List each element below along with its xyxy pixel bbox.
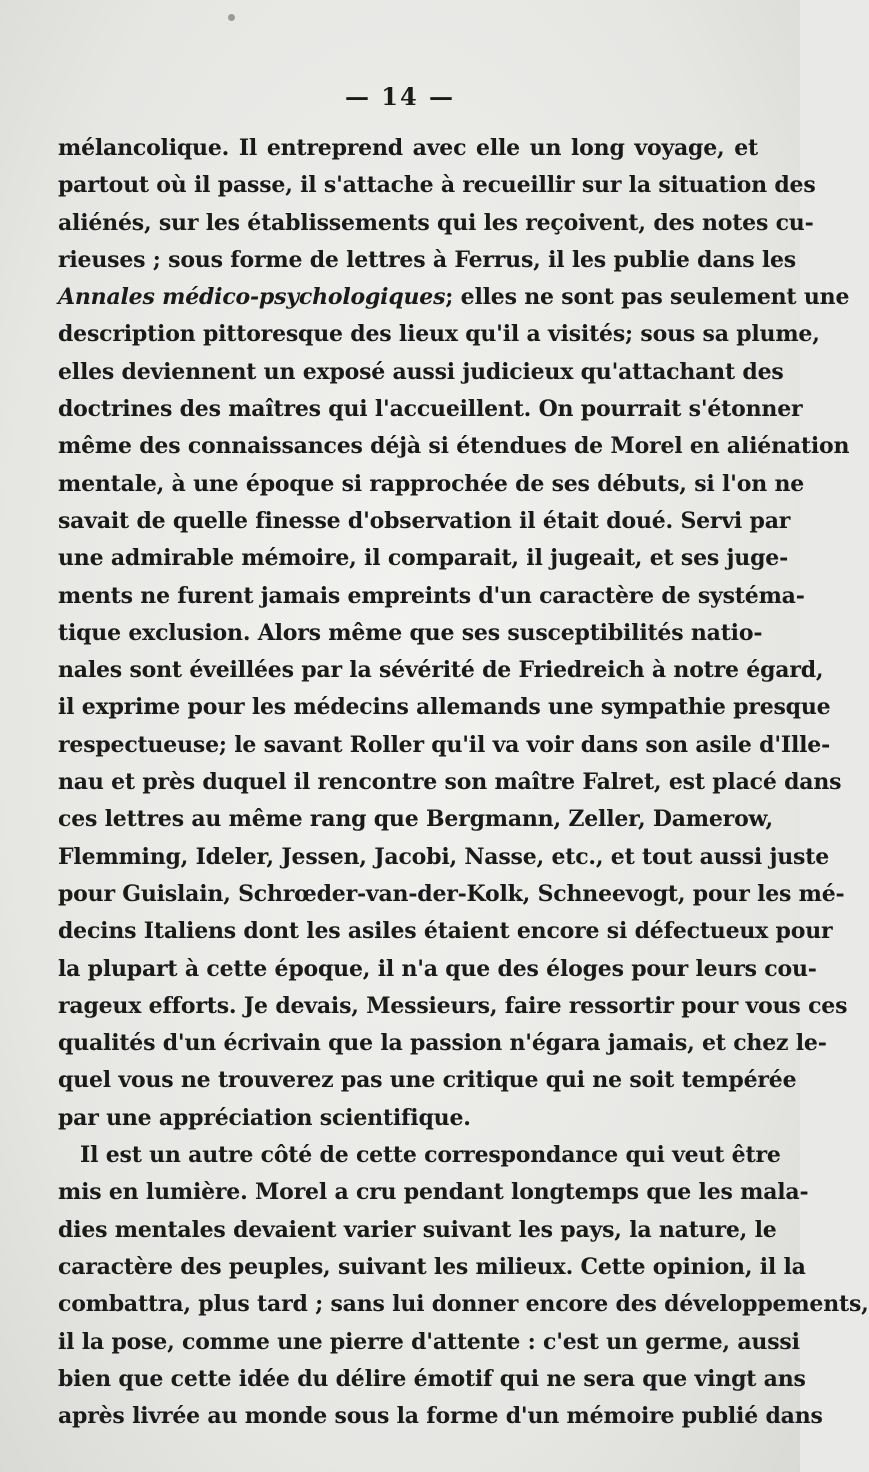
page-number: — 14 —	[344, 82, 456, 111]
text-line: Flemming, Ideler, Jessen, Jacobi, Nasse, etc., et tout aussi juste	[58, 843, 829, 870]
text-line: il la pose, comme une pierre d'attente : c'est un germe, aussi	[58, 1328, 800, 1355]
text-line: une admirable mémoire, il comparait, il jugeait, et ses juge-	[58, 545, 789, 572]
text-line: doctrines des maîtres qui l'accueillent. On pourrait s'étonner	[58, 396, 803, 423]
text-line: bien que cette idée du délire émotif qui ne sera que vingt ans	[58, 1365, 806, 1392]
text-line: combattra, plus tard ; sans lui donner encore des développements,	[58, 1291, 869, 1318]
text-line: rieuses ; sous forme de lettres à Ferrus, il les publie dans les	[58, 246, 796, 273]
body-text	[58, 130, 869, 1435]
text-line: après livrée au monde sous la forme d'un mémoire publié dans	[58, 1403, 823, 1430]
text-line: aliénés, sur les établissements qui les reçoivent, des notes cu-	[58, 209, 814, 236]
text-line: nales sont éveillées par la sévérité de Friedreich à notre égard,	[58, 657, 824, 684]
text-line: mentale, à une époque si rapprochée de ses débuts, si l'on ne	[58, 470, 805, 497]
text-line: mélancolique. Il entreprend avec elle un long voyage, et	[58, 135, 758, 161]
text-line: decins Italiens dont les asiles étaient encore si défectueux pour	[58, 918, 833, 945]
text-line: dies mentales devaient varier suivant les pays, la nature, le	[58, 1216, 777, 1243]
text-line: il exprime pour les médecins allemands une sympathie presque	[58, 694, 831, 721]
text-line: quel vous ne trouverez pas une critique qui ne soit tempérée	[58, 1067, 797, 1094]
paragraph-2	[58, 1137, 869, 1435]
text-line: la plupart à cette époque, il n'a que des éloges pour leurs cou-	[58, 955, 817, 982]
text-line: ces lettres au même rang que Bergmann, Zeller, Damerow,	[58, 806, 773, 833]
text-line: qualités d'un écrivain que la passion n'égara jamais, et chez le-	[58, 1030, 827, 1057]
text-line: par une appréciation scientifique.	[58, 1104, 471, 1131]
text-line: même des connaissances déjà si étendues de Morel en aliénation	[58, 433, 850, 460]
text-line: description pittoresque des lieux qu'il a visités; sous sa plume,	[58, 321, 820, 348]
text-line: nau et près duquel il rencontre son maître Falret, est placé dans	[58, 769, 842, 796]
text-line: elles deviennent un exposé aussi judicieux qu'attachant des	[58, 358, 784, 385]
text-line: mis en lumière. Morel a cru pendant longtemps que les mala-	[58, 1179, 809, 1206]
text-line: ments ne furent jamais empreints d'un caractère de systéma-	[58, 582, 805, 609]
paragraph-1	[58, 130, 850, 1137]
text-line: partout où il passe, il s'attache à recueillir sur la situation des	[58, 172, 816, 199]
text-line: Annales médico-psychologiques; elles ne sont pas seulement une	[58, 284, 850, 311]
text-line: Il est un autre côté de cette correspondance qui veut être	[80, 1142, 781, 1169]
text-line: rageux efforts. Je devais, Messieurs, faire ressortir pour vous ces	[58, 992, 848, 1019]
text-line: tique exclusion. Alors même que ses susceptibilités natio-	[58, 619, 763, 646]
text-line: savait de quelle finesse d'observation il était doué. Servi par	[58, 507, 791, 534]
ink-speck	[228, 14, 235, 21]
text-line: respectueuse; le savant Roller qu'il va voir dans son asile d'Ille-	[58, 731, 830, 758]
text-line: pour Guislain, Schrœder-van-der-Kolk, Schneevogt, pour les mé-	[58, 880, 845, 907]
text-line: caractère des peuples, suivant les milieux. Cette opinion, il la	[58, 1253, 806, 1280]
